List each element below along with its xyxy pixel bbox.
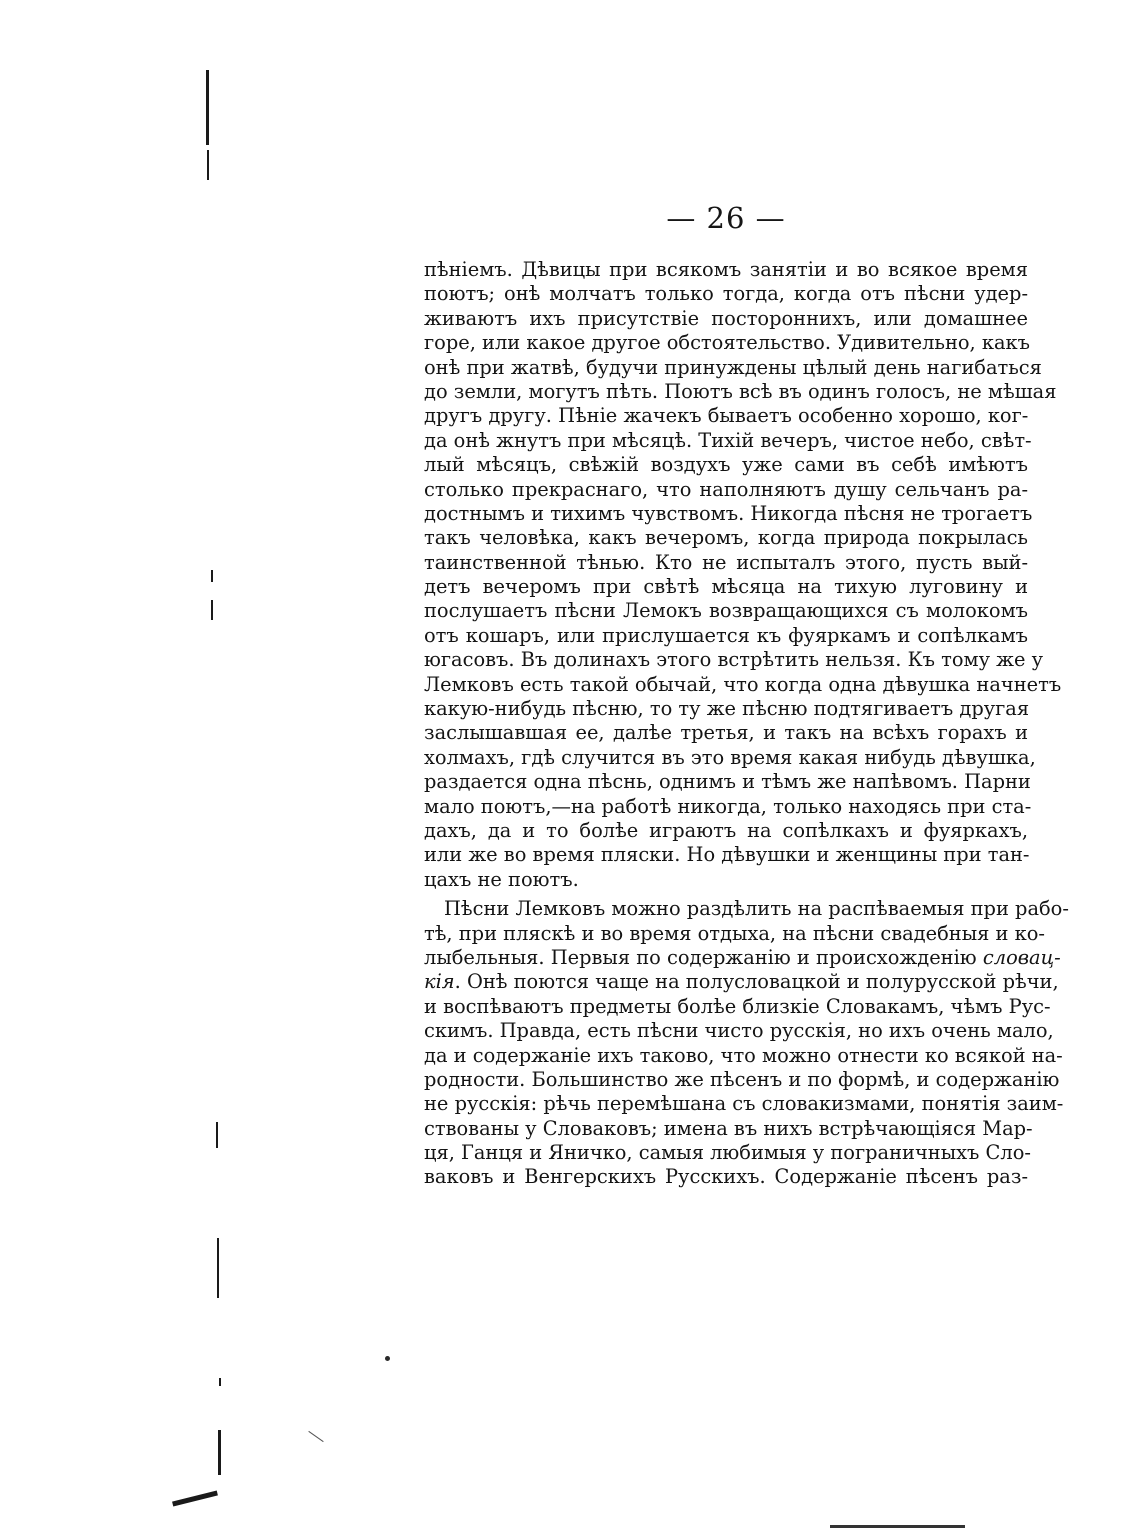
text-line: дахъ, да и то болѣе играютъ на сопѣлкахъ и фуяркахъ, [424, 818, 1028, 842]
text-line: раздается одна пѣснь, однимъ и тѣмъ же напѣвомъ. Парни [424, 770, 1031, 794]
body-text [424, 258, 1069, 1190]
text-line: таинственной тѣнью. Кто не испыталъ этого, пусть вый- [424, 550, 1028, 574]
text-line: горе, или какое другое обстоятельство. Удивительно, какъ [424, 331, 1031, 355]
text-line: такъ человѣка, какъ вечеромъ, когда природа покрылась [424, 526, 1028, 550]
text-line: живаютъ ихъ присутствіе постороннихъ, или домашнее [424, 306, 1028, 330]
text-line: ствованы у Словаковъ; имена въ нихъ встрѣчающіяся Мар- [424, 1116, 1033, 1140]
text-line: столько прекраснаго, что наполняютъ душу сельчанъ ра- [424, 477, 1028, 501]
page-number: — 26 — [666, 201, 786, 235]
text-segment: лыбельныя. Первыя по содержанію и происхожденію [424, 945, 983, 969]
text-line: ваковъ и Венгерскихъ Русскихъ. Содержаніе пѣсенъ раз- [424, 1165, 1028, 1189]
margin-scan-mark [216, 1122, 218, 1148]
italic-word: кія [424, 970, 455, 994]
margin-scan-mark [219, 1378, 221, 1386]
text-line: до земли, могутъ пѣть. Поютъ всѣ въ одинъ голосъ, не мѣшая [424, 379, 1057, 403]
text-line: онѣ при жатвѣ, будучи принуждены цѣлый день нагибаться [424, 355, 1042, 379]
text-line: и воспѣваютъ предметы болѣе близкіе Словакамъ, чѣмъ Рус- [424, 994, 1051, 1018]
margin-scan-mark [172, 1491, 218, 1507]
text-line: Лемковъ есть такой обычай, что когда одна дѣвушка начнетъ [424, 672, 1062, 696]
text-line: достнымъ и тихимъ чувствомъ. Никогда пѣсня не трогаетъ [424, 501, 1033, 525]
text-line: отъ кошаръ, или прислушается къ фуяркамъ и сопѣлкамъ [424, 623, 1028, 647]
text-line: мало поютъ,—на работѣ никогда, только находясь при ста- [424, 794, 1032, 818]
margin-scan-mark [211, 570, 213, 582]
italic-word: словац- [982, 945, 1061, 969]
text-line: родности. Большинство же пѣсенъ и по формѣ, и содержанію [424, 1067, 1060, 1091]
text-line: или же во время пляски. Но дѣвушки и женщины при тан- [424, 843, 1030, 867]
margin-scan-mark [308, 1431, 323, 1442]
text-line: послушаетъ пѣсни Лемокъ возвращающихся съ молокомъ [424, 599, 1028, 623]
margin-scan-mark [207, 150, 209, 180]
bottom-scan-mark [830, 1525, 965, 1528]
text-line: югасовъ. Въ долинахъ этого встрѣтить нельзя. Къ тому же у [424, 648, 1044, 672]
text-line: скимъ. Правда, есть пѣсни чисто русскія, но ихъ очень мало, [424, 1019, 1054, 1043]
text-line-paragraph-end: цахъ не поютъ. [424, 867, 579, 891]
margin-scan-mark [218, 1430, 221, 1475]
text-line: да и содержаніе ихъ таково, что можно отнести ко всякой на- [424, 1043, 1063, 1067]
text-line: да онѣ жнутъ при мѣсяцѣ. Тихій вечеръ, чистое небо, свѣт- [424, 428, 1032, 452]
text-line: детъ вечеромъ при свѣтѣ мѣсяца на тихую луговину и [424, 575, 1028, 599]
margin-scan-mark [217, 1238, 219, 1298]
margin-speck [385, 1356, 390, 1361]
text-line: поютъ; онѣ молчатъ только тогда, когда отъ пѣсни удер- [424, 282, 1028, 306]
text-line: тѣ, при пляскѣ и во время отдыха, на пѣсни свадебныя и ко- [424, 921, 1045, 945]
text-line-with-italic [424, 945, 1061, 970]
margin-scan-mark [211, 600, 213, 620]
text-line: не русскія: рѣчь перемѣшана съ словакизмами, понятія заим- [424, 1092, 1064, 1116]
text-line: какую-нибудь пѣсню, то ту же пѣсню подтягиваетъ другая [424, 697, 1030, 721]
text-line: другъ другу. Пѣніе жачекъ бываетъ особенно хорошо, ког- [424, 404, 1029, 428]
text-line-with-italic [424, 970, 1059, 994]
margin-scan-mark [206, 70, 209, 145]
text-line: пѣніемъ. Дѣвицы при всякомъ занятіи и во всякое время [424, 258, 1028, 281]
text-line-paragraph-start: Пѣсни Лемковъ можно раздѣлить на распѣваемыя при рабо- [444, 897, 1069, 921]
text-line: холмахъ, гдѣ случится въ это время какая нибудь дѣвушка, [424, 745, 1036, 769]
text-line: лый мѣсяцъ, свѣжій воздухъ уже сами въ себѣ имѣютъ [424, 453, 1028, 477]
text-line: заслышавшая ее, далѣе третья, и такъ на всѣхъ горахъ и [424, 721, 1028, 745]
text-segment: . Онѣ поются чаще на полусловацкой и полурусской рѣчи, [454, 970, 1059, 994]
text-line: ця, Ганця и Яничко, самыя любимыя у пограничныхъ Сло- [424, 1141, 1031, 1165]
